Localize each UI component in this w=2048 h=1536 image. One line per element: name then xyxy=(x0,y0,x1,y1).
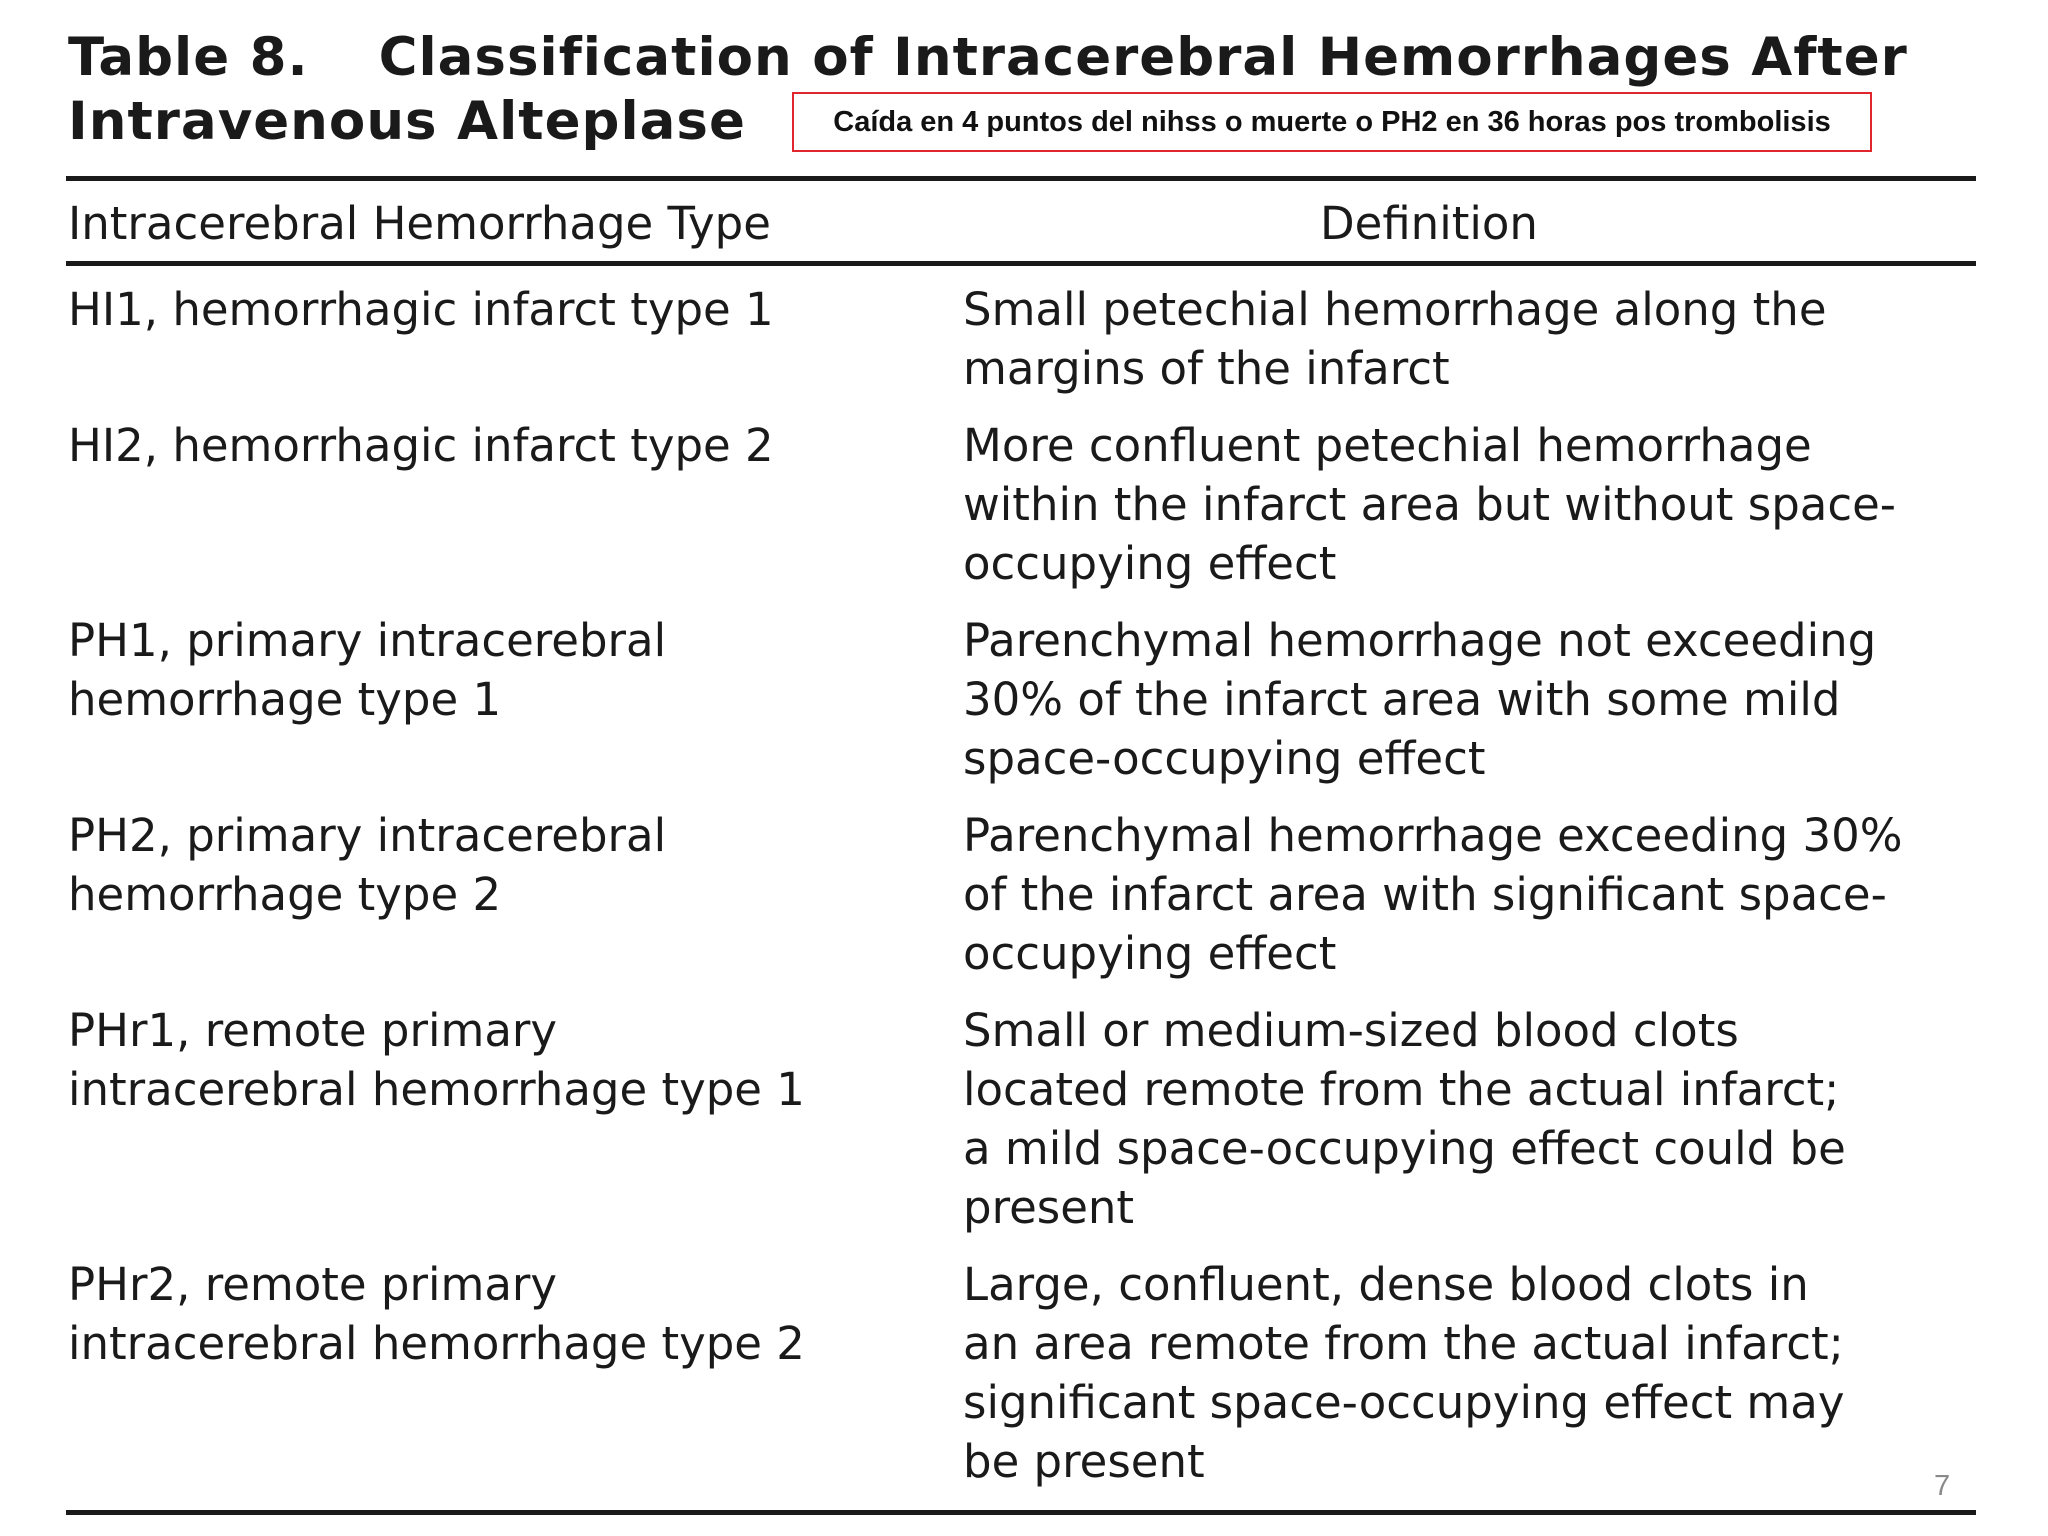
type-text: hemorrhage type 2 xyxy=(68,868,502,921)
table-top-rule xyxy=(66,176,1976,181)
type-cell xyxy=(68,1001,963,1237)
definition-cell xyxy=(963,416,1976,593)
table-row xyxy=(68,806,1976,983)
type-cell xyxy=(68,416,963,593)
definition-text: an area remote from the actual infarct; xyxy=(963,1317,1844,1370)
definition-cell xyxy=(963,280,1976,398)
table-bottom-rule xyxy=(66,1510,1976,1515)
definition-text: occupying effect xyxy=(963,537,1337,590)
type-text: intracerebral hemorrhage type 2 xyxy=(68,1317,805,1370)
table-row xyxy=(68,416,1976,593)
definition-text: More confluent petechial hemorrhage xyxy=(963,419,1812,472)
definition-text: space-occupying effect xyxy=(963,732,1486,785)
type-text: HI1, hemorrhagic infarct type 1 xyxy=(68,283,774,336)
type-text: PHr2, remote primary xyxy=(68,1258,558,1311)
definition-text: Parenchymal hemorrhage exceeding 30% xyxy=(963,809,1903,862)
table-title-line-1: Classification of Intracerebral Hemorrhages After xyxy=(378,27,1908,88)
definition-cell xyxy=(963,1255,1976,1491)
table-body xyxy=(68,280,1976,1509)
header-type: Intracerebral Hemorrhage Type xyxy=(68,197,771,250)
definition-text: margins of the infarct xyxy=(963,342,1450,395)
header-definition: Definition xyxy=(1320,197,1538,250)
table-number: Table 8. xyxy=(68,27,309,88)
definition-cell xyxy=(963,806,1976,983)
type-text: intracerebral hemorrhage type 1 xyxy=(68,1063,805,1116)
definition-text: of the infarct area with significant space- xyxy=(963,868,1887,921)
type-text: PH1, primary intracerebral xyxy=(68,614,667,667)
table-row xyxy=(68,611,1976,788)
type-text: PH2, primary intracerebral xyxy=(68,809,667,862)
definition-text: a mild space-occupying effect could be xyxy=(963,1122,1846,1175)
type-cell xyxy=(68,280,963,398)
definition-text: 30% of the infarct area with some mild xyxy=(963,673,1841,726)
page-number: 7 xyxy=(1934,1470,1951,1502)
table-row xyxy=(68,1001,1976,1237)
definition-text: significant space-occupying effect may xyxy=(963,1376,1845,1429)
type-text: HI2, hemorrhagic infarct type 2 xyxy=(68,419,774,472)
definition-text: present xyxy=(963,1181,1135,1234)
type-cell xyxy=(68,806,963,983)
type-text: PHr1, remote primary xyxy=(68,1004,558,1057)
definition-text: Small petechial hemorrhage along the xyxy=(963,283,1827,336)
definition-cell xyxy=(963,611,1976,788)
type-text: hemorrhage type 1 xyxy=(68,673,502,726)
definition-cell xyxy=(963,1001,1976,1237)
definition-text: occupying effect xyxy=(963,927,1337,980)
definition-text: within the infarct area but without space- xyxy=(963,478,1897,531)
annotation-box: Caída en 4 puntos del nihss o muerte o PH2 en 36 horas pos trombolisis xyxy=(792,92,1872,152)
definition-text: Small or medium-sized blood clots xyxy=(963,1004,1739,1057)
definition-text: located remote from the actual infarct; xyxy=(963,1063,1840,1116)
table-row xyxy=(68,1255,1976,1491)
definition-text: be present xyxy=(963,1435,1205,1488)
table-row xyxy=(68,280,1976,398)
type-cell xyxy=(68,1255,963,1491)
type-cell xyxy=(68,611,963,788)
definition-text: Parenchymal hemorrhage not exceeding xyxy=(963,614,1877,667)
definition-text: Large, confluent, dense blood clots in xyxy=(963,1258,1809,1311)
header-rule xyxy=(66,261,1976,266)
table-title-line-2: Intravenous Alteplase xyxy=(68,91,746,152)
